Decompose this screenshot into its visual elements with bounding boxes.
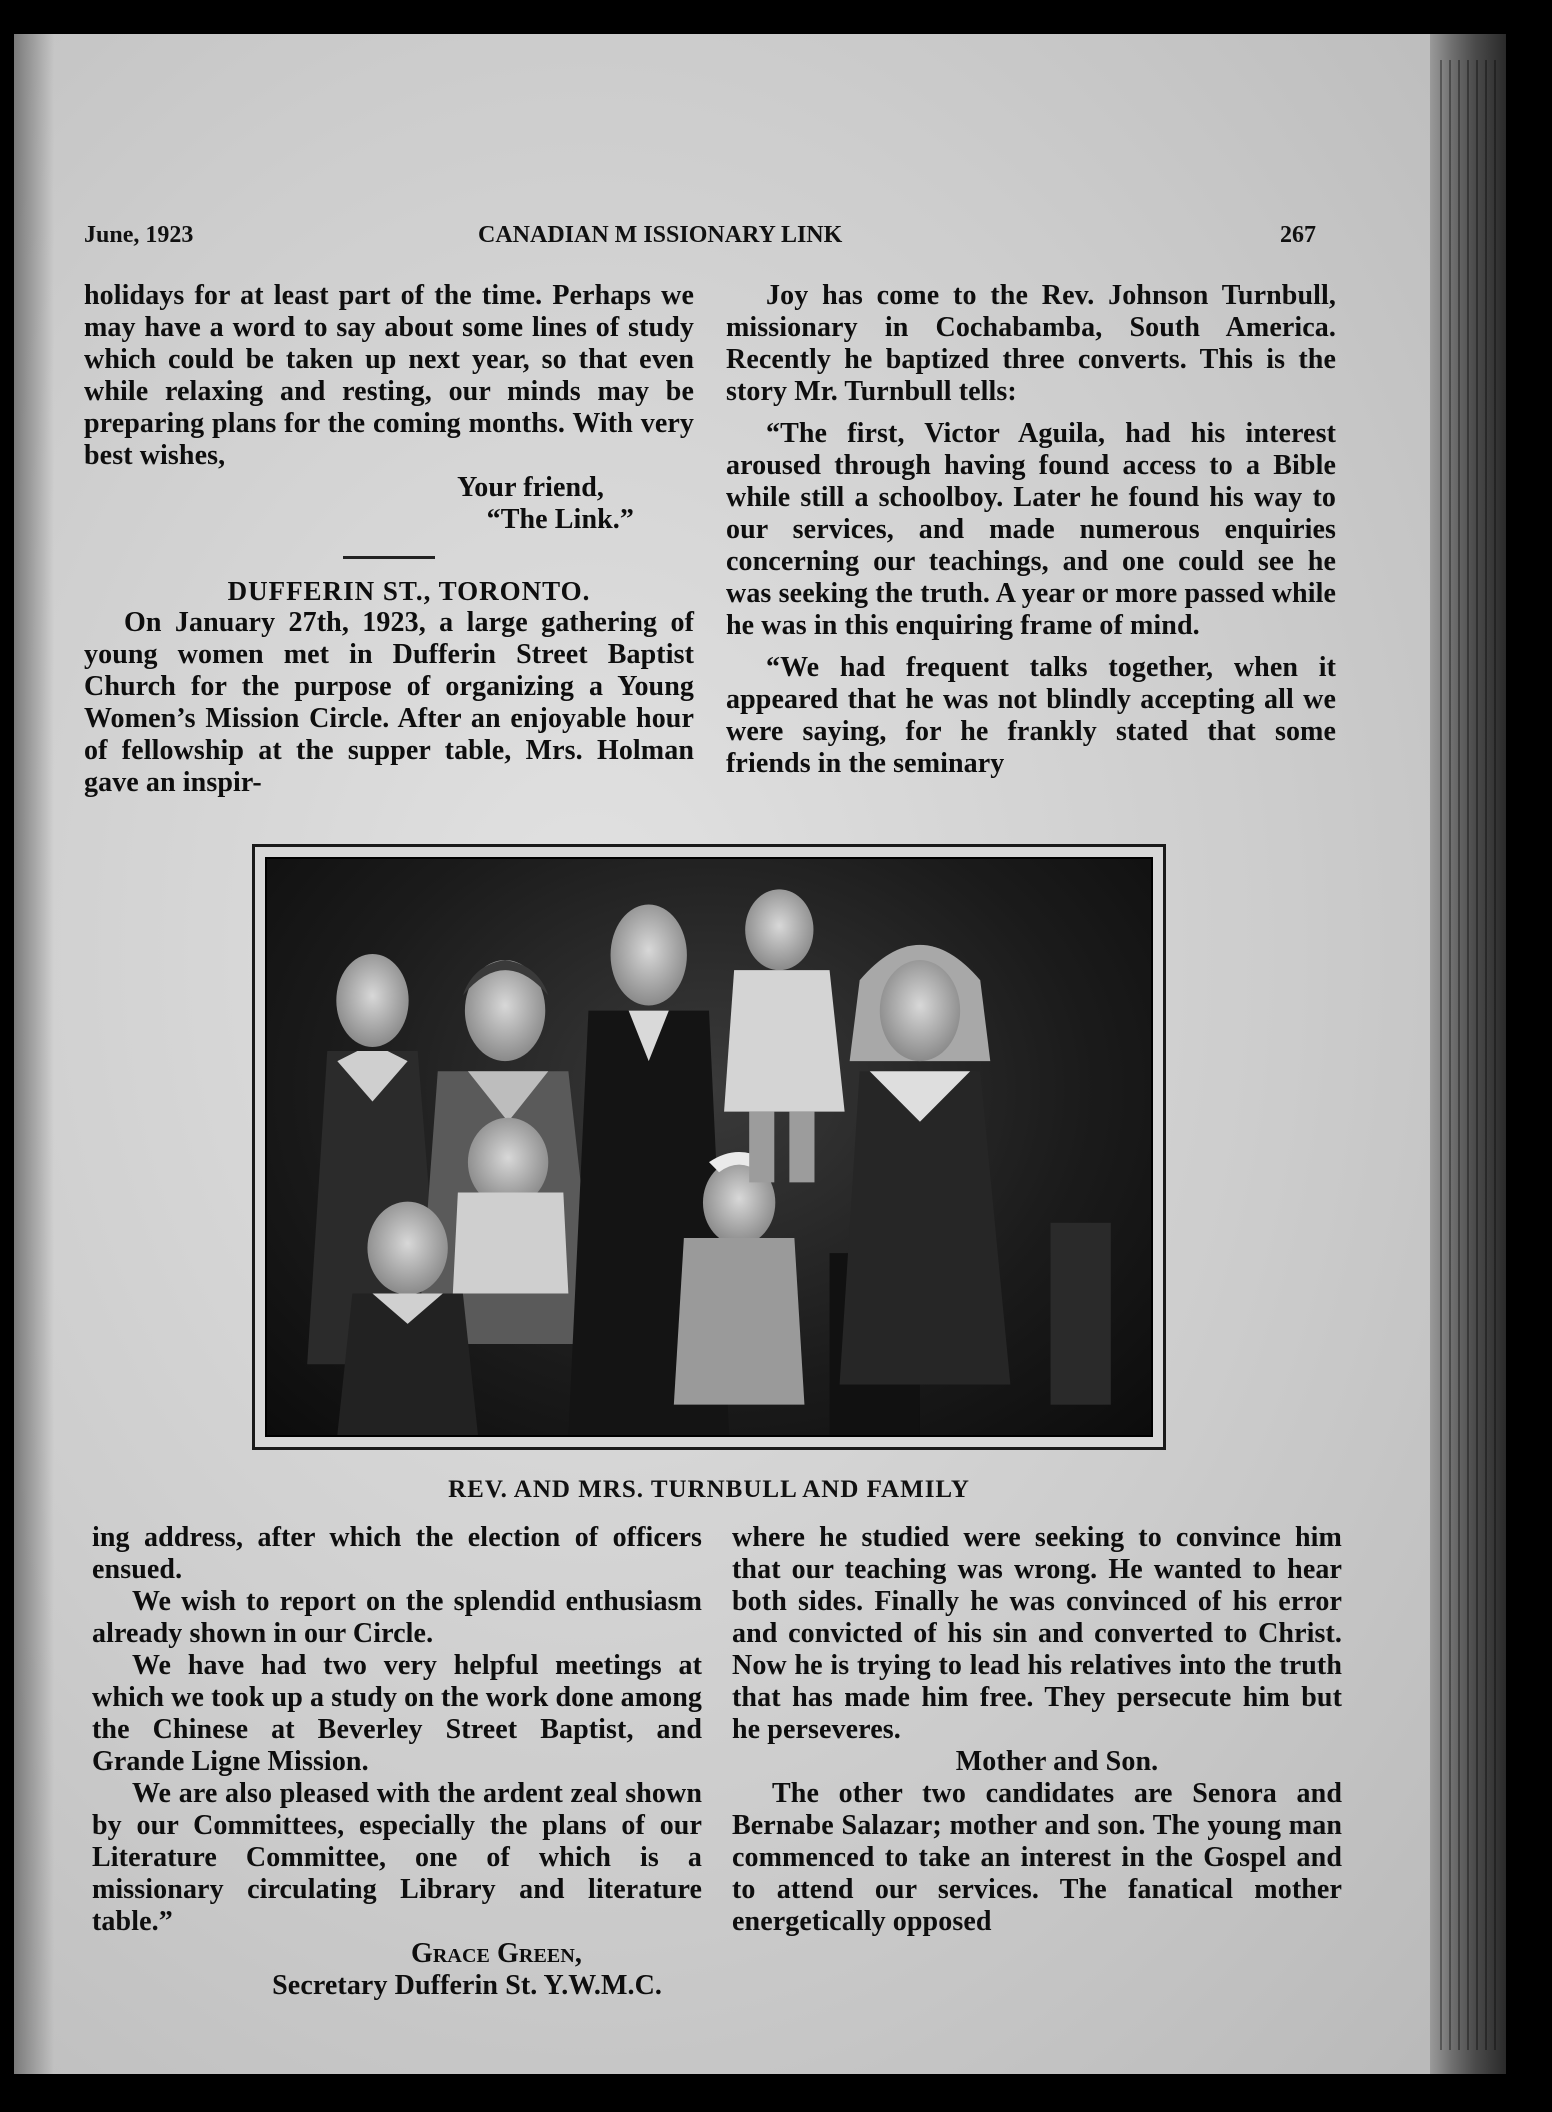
- paragraph: The other two candidates are Senora and Bernabe Salazar; mother and son. The young man commenced to take an interest in the Gospel and to attend our services. The fanatical mother energetically opposed: [732, 1778, 1342, 1937]
- signature-title: Secretary Dufferin St. Y.W.M.C.: [272, 1970, 662, 2001]
- header-title: CANADIAN M ISSIONARY LINK: [478, 222, 843, 248]
- column-bottom-left: [92, 1522, 702, 2002]
- section-divider: [343, 556, 435, 559]
- paragraph: We wish to report on the splendid enthusiasm already shown in our Circle.: [92, 1586, 702, 1649]
- paragraph: On January 27th, 1923, a large gathering of young women met in Dufferin Street Baptist Church for the purpose of organizing a Young Women’s Mission Circle. After an enjoyable hour of fellowship at the supper table, Mrs. Holman gave an inspir-: [84, 607, 694, 798]
- paragraph: We are also pleased with the ardent zeal shown by our Committees, especially the plans of our Literature Committee, one of which is a missionary circulating Library and literature table.”: [92, 1778, 702, 1937]
- column-bottom-right: [732, 1522, 1342, 1938]
- subheading: Mother and Son.: [955, 1746, 1159, 1777]
- page-edges: [1440, 60, 1500, 2050]
- signature-name: Grace Green,: [411, 1938, 582, 1969]
- family-photo: [265, 857, 1153, 1437]
- signature: “The Link.”: [486, 504, 634, 535]
- page-left-shadow: [14, 34, 54, 2074]
- header-date: June, 1923: [84, 222, 194, 248]
- family-photo-image: [267, 859, 1151, 1435]
- family-photo-frame: [252, 844, 1166, 1450]
- running-header: [84, 222, 1334, 258]
- closing: Your friend,: [457, 472, 604, 503]
- paragraph: where he studied were seeking to convince him that our teaching was wrong. He wanted to hear both sides. Finally he was convinced of his error and convicted of his sin and converted to Christ. Now he is trying to lead his relatives into the truth that has made him free. They persecute him but he perseveres.: [732, 1522, 1342, 1745]
- paragraph: holidays for at least part of the time. Perhaps we may have a word to say about some lines of study which could be taken up next year, so that even while relaxing and resting, our minds may be preparing plans for the coming months. With very best wishes,: [84, 280, 694, 471]
- paragraph: “The first, Victor Aguila, had his interest aroused through having found access to a Bible while still a schoolboy. Later he found his way to our services, and made numerous enquiries concerning our teachings, and one could see he was seeking the truth. A year or more passed while he was in this enquiring frame of mind.: [726, 418, 1336, 641]
- column-top-right: [726, 280, 1336, 780]
- photo-caption: REV. AND MRS. TURNBULL AND FAMILY: [448, 1476, 970, 1503]
- paragraph: ing address, after which the election of officers ensued.: [92, 1522, 702, 1585]
- paragraph: Joy has come to the Rev. Johnson Turnbull, missionary in Cochabamba, South America. Recently he baptized three converts. This is the story Mr. Turnbull tells:: [726, 280, 1336, 407]
- section-heading: DUFFERIN ST., TORONTO.: [227, 576, 591, 606]
- paragraph: “We had frequent talks together, when it appeared that he was not blindly accepting all we were saying, for he frankly stated that some friends in the seminary: [726, 652, 1336, 779]
- paragraph: We have had two very helpful meetings at which we took up a study on the work done among the Chinese at Beverley Street Baptist, and Grande Ligne Mission.: [92, 1650, 702, 1777]
- column-top-left: [84, 280, 694, 799]
- header-page-number: 267: [1280, 222, 1316, 248]
